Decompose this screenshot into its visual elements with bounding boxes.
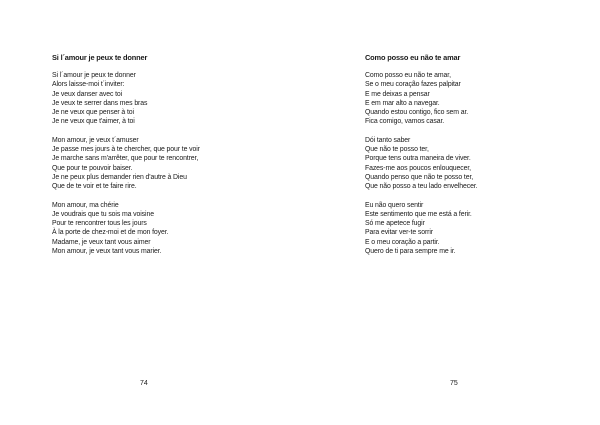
stanza bbox=[52, 136, 200, 192]
poem-line: Este sentimento que me está a ferir. bbox=[365, 210, 472, 218]
poem-line: Je veux danser avec toi bbox=[52, 90, 123, 98]
poem-line: Mon amour, je veux tant vous marier. bbox=[52, 248, 162, 256]
right-page bbox=[300, 0, 600, 425]
poem-line: À la porte de chez-moi et de mon foyer. bbox=[52, 229, 169, 237]
poem-line: Dói tanto saber bbox=[365, 136, 411, 144]
poem-line: Je ne veux que t'aimer, à toi bbox=[52, 118, 135, 126]
poem-line: Je ne peux plus demander rien d'autre à Dieu bbox=[52, 173, 187, 181]
poem-line: Je passe mes jours à te chercher, que pour te voir bbox=[52, 146, 200, 154]
poem-title: Si l´amour je peux te donner bbox=[52, 53, 148, 62]
poem-line: Je veux te serrer dans mes bras bbox=[52, 99, 148, 107]
poem-line: Se o meu coração fazes palpitar bbox=[365, 81, 461, 89]
stanza bbox=[365, 71, 477, 127]
poem-line: E em mar alto a navegar. bbox=[365, 99, 440, 107]
poem-line: Só me apetece fugir bbox=[365, 220, 425, 228]
poem-left bbox=[52, 53, 200, 265]
poem-line: Mon amour, ma chérie bbox=[52, 201, 119, 209]
poem-line: Fica comigo, vamos casar. bbox=[365, 118, 445, 126]
poem-line: Fazes-me aos poucos enlouquecer, bbox=[365, 164, 471, 172]
poem-line: Alors laisse-moi t´inviter: bbox=[52, 81, 125, 89]
poem-line: Que não te posso ter, bbox=[365, 146, 429, 154]
stanza bbox=[365, 136, 477, 192]
page-number: 74 bbox=[140, 380, 148, 387]
poem-right bbox=[365, 53, 477, 265]
stanza bbox=[365, 201, 477, 257]
poem-line: Que pour te pouvoir baiser. bbox=[52, 164, 133, 172]
poem-line: Quando penso que não te posso ter, bbox=[365, 173, 474, 181]
poem-line: Eu não quero sentir bbox=[365, 201, 424, 209]
poem-line: Porque tens outra maneira de viver. bbox=[365, 155, 471, 163]
poem-line: Quando estou contigo, fico sem ar. bbox=[365, 109, 469, 117]
poem-line: E me deixas a pensar bbox=[365, 90, 430, 98]
poem-line: Pour te rencontrer tous les jours bbox=[52, 220, 147, 228]
poem-line: Madame, je veux tant vous aimer bbox=[52, 238, 151, 246]
poem-line: Je voudrais que tu sois ma voisine bbox=[52, 210, 154, 218]
stanza bbox=[52, 71, 200, 127]
poem-line: E o meu coração a partir. bbox=[365, 238, 440, 246]
poem-line: Si l´amour je peux te donner bbox=[52, 72, 136, 79]
poem-line: Mon amour, je veux t´amuser bbox=[52, 136, 139, 144]
poem-line: Je marche sans m'arrêter, que pour te rencontrer, bbox=[52, 155, 199, 163]
poem-line: Que não posso a teu lado envelhecer. bbox=[365, 183, 478, 191]
page-number: 75 bbox=[450, 380, 458, 387]
stanza bbox=[52, 201, 200, 257]
poem-line: Como posso eu não te amar, bbox=[365, 72, 451, 79]
poem-line: Que de te voir et te faire rire. bbox=[52, 183, 137, 191]
poem-line: Quero de ti para sempre me ir. bbox=[365, 248, 456, 256]
poem-line: Para evitar ver-te sorrir bbox=[365, 229, 433, 237]
poem-line: Je ne veux que penser à toi bbox=[52, 109, 134, 117]
poem-title: Como posso eu não te amar bbox=[365, 53, 461, 62]
